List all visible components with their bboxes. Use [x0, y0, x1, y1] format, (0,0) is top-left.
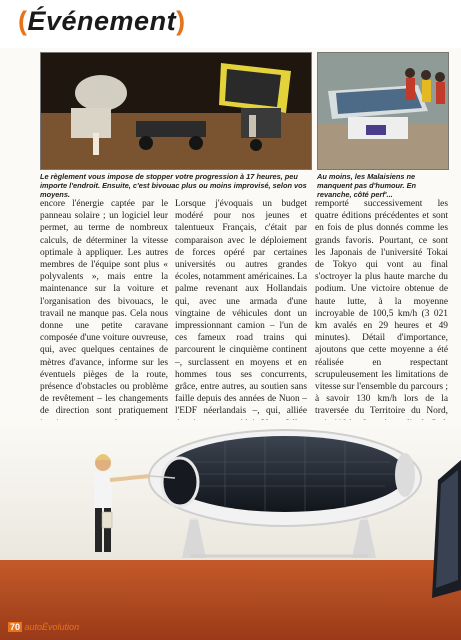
article-column-3: remporté successivement les quatre éditions précédentes et sont en fois de plus donnés comme les grands favoris. Pourtant, ce sont les Japonais de l'université Tokai de Tokyo qui vont au final s'octroyer la plus haute marche du podium. Une victoire obtenue de haute lutte, à la moyenne incroyable de 100,5 km/h (3 021 km avalés en 29 heures et 49 minutes). Détail d'importance, ajoutons que cette moyenne a été réalisée en respectant scrupuleusement les limitations de vitesse sur l'ensemble du parcours ; à savoir 130 km/h lors de la traversée du Territoire du Nord,: [315, 199, 448, 417]
caption-malaysian-team: Au moins, les Malaisiens ne manquent pas d'humour. En revanche, côté perf'...: [317, 172, 417, 199]
solar-car-illustration: [0, 420, 461, 640]
page-folio: [8, 622, 79, 632]
section-title: [18, 6, 186, 37]
title-close-paren: ): [176, 6, 186, 36]
caption-bivouac: Le règlement vous impose de stopper votre progression à 17 heures, peu importe l'endroit. Ensuite, c'est bivouac plus ou moins improvisé, selon vos moyens.: [40, 172, 307, 199]
title-text: Événement: [27, 6, 177, 36]
photo-solar-car-desert: [0, 420, 461, 640]
title-open-paren: (: [18, 6, 28, 36]
photo-bivouac: [40, 52, 312, 170]
photo-bivouac-illustration: [41, 53, 311, 169]
page-number: 70: [10, 622, 21, 632]
article-column-1: encore l'énergie captée par le panneau solaire ; un logiciel leur permet, au terme de nombreux calculs, de déterminer la vitesse optimale à appliquer. Les autres membres de l'équipe sont plus « polyvalents », mais entre la maintenance sur la voiture et l'organisation des bivouacs, le travail ne manque pas. Cela nous donne une petite caravane composée d'une voiture ouvreuse, qui, avec quelques centaines de mètres d'avance, informe sur les éventuels pièges de la route, présence d'obstacles ou problème de revêtement – les changements de direction sont pratiquement: [40, 199, 168, 417]
photo-team-illustration: [318, 53, 448, 169]
photo-malaysian-team: [317, 52, 449, 170]
article-column-2: Lorsque j'évoquais un budget modéré pour nos jeunes et talentueux Français, c'était par comparaison avec le déploiement de forces opéré par certaines universités ou autres grandes écoles, notamment américaines. La palme revenant aux Hollandais qui, avec une armada d'une vingtaine de véhicules dont un impressionnant camion – l'un de ces fameux road trains qui parcourent le cinquième continent –, surclassent en moyens et en hommes tous ses concurrents, grâce, entre autres, au soutien sans faille depuis des années de Nuon – l'EDF néerlandais –, qui, alliée: [175, 199, 307, 417]
magazine-brand: autoÉvolution: [24, 622, 80, 632]
